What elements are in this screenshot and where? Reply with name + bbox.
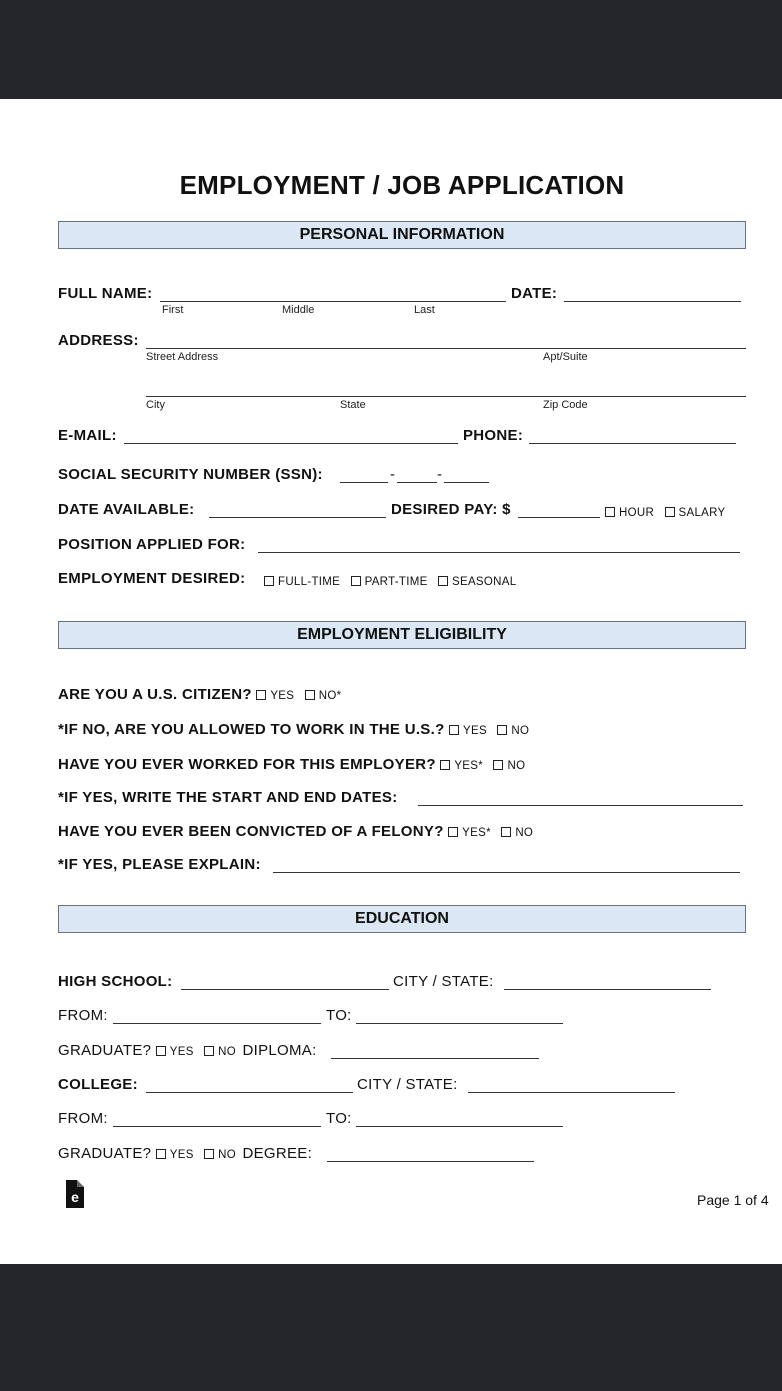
allowed-to-work-label: *IF NO, ARE YOU ALLOWED TO WORK IN THE U.S.? [58,721,445,738]
allowed-no-checkbox[interactable] [497,725,507,735]
worked-no-label: NO [507,760,526,772]
citizen-no-checkbox[interactable] [305,690,315,700]
felony-yes-label: YES* [462,827,491,839]
explain-label: *IF YES, PLEASE EXPLAIN: [58,856,261,873]
hs-city-state-label: CITY / STATE: [393,973,494,990]
seasonal-label: SEASONAL [452,576,517,588]
apt-suite-sublabel: Apt/Suite [543,351,588,363]
high-school-label: HIGH SCHOOL: [58,973,173,990]
citizen-yes-label: YES [270,690,295,702]
email-label: E-MAIL: [58,427,117,444]
felony-question [58,823,539,840]
date-available-label: DATE AVAILABLE: [58,501,195,518]
address-label: ADDRESS: [58,332,139,349]
seasonal-checkbox[interactable] [438,576,448,586]
hs-graduate-no-checkbox[interactable] [204,1046,214,1056]
hour-checkbox[interactable] [605,507,615,517]
hs-to-label: TO: [326,1007,352,1024]
allowed-yes-checkbox[interactable] [449,725,459,735]
state-sublabel: State [340,399,366,411]
phone-field[interactable] [529,443,736,444]
hs-graduate-yes-label: YES [169,1046,194,1058]
last-sublabel: Last [414,304,435,316]
full-name-field[interactable] [160,301,506,302]
dates-field[interactable] [418,805,743,806]
explain-field[interactable] [273,872,740,873]
college-graduate-no-label: NO [218,1149,236,1161]
worked-yes-label: YES* [454,760,484,772]
degree-field[interactable] [327,1161,534,1162]
college-graduate-no-checkbox[interactable] [204,1149,214,1159]
section-personal-information: PERSONAL INFORMATION [58,221,746,249]
desired-pay-label: DESIRED PAY: $ [391,501,511,518]
college-from-label: FROM: [58,1110,108,1127]
date-label: DATE: [511,285,558,302]
college-graduate-yes-checkbox[interactable] [156,1149,166,1159]
ssn-field-1[interactable] [340,482,388,483]
salary-option-label: SALARY [678,507,726,519]
position-field[interactable] [258,552,740,553]
first-sublabel: First [162,304,184,316]
position-label: POSITION APPLIED FOR: [58,536,246,553]
employment-desired-options [264,572,522,590]
form-title: EMPLOYMENT / JOB APPLICATION [179,170,625,200]
date-available-field[interactable] [209,517,386,518]
ssn-dash-1: - [390,466,396,483]
college-to-field[interactable] [356,1126,563,1127]
desired-pay-field[interactable] [518,517,600,518]
degree-label: DEGREE: [242,1145,313,1162]
eforms-logo-icon [64,1180,84,1208]
hs-graduate-label: GRADUATE? [58,1042,152,1059]
date-field[interactable] [564,301,741,302]
diploma-label: DIPLOMA: [242,1042,317,1059]
ssn-field-2[interactable] [397,482,437,483]
city-state-zip-field[interactable] [146,396,746,397]
employment-desired-label: EMPLOYMENT DESIRED: [58,570,246,587]
citizen-no-label: NO* [318,690,342,702]
middle-sublabel: Middle [282,304,315,316]
bottom-dark-bar [0,1264,782,1391]
hs-to-field[interactable] [356,1023,563,1024]
phone-label: PHONE: [463,427,524,444]
street-address-field[interactable] [146,348,746,349]
citizen-label: ARE YOU A U.S. CITIZEN? [58,686,252,703]
hs-city-state-field[interactable] [504,989,711,990]
section-education: EDUCATION [58,905,746,933]
top-dark-bar [0,0,782,99]
street-address-sublabel: Street Address [146,351,219,363]
pay-type-options [605,503,732,521]
college-field[interactable] [146,1092,353,1093]
document-page [0,99,782,1264]
citizen-yes-checkbox[interactable] [256,690,266,700]
hour-option-label: HOUR [619,507,655,519]
worked-before-question [58,756,531,773]
page-number: Page 1 of 4 [697,1192,769,1208]
citizen-question [58,686,347,703]
felony-yes-checkbox[interactable] [448,827,458,837]
hs-graduate-row [58,1042,317,1059]
college-from-field[interactable] [113,1126,321,1127]
full-name-label: FULL NAME: [58,285,153,302]
diploma-field[interactable] [331,1058,539,1059]
full-time-checkbox[interactable] [264,576,274,586]
college-graduate-yes-label: YES [169,1149,194,1161]
worked-yes-checkbox[interactable] [440,760,450,770]
dates-label: *IF YES, WRITE THE START AND END DATES: [58,789,398,806]
hs-graduate-no-label: NO [218,1046,236,1058]
hs-graduate-yes-checkbox[interactable] [156,1046,166,1056]
zip-sublabel: Zip Code [543,399,588,411]
college-city-state-field[interactable] [468,1092,675,1093]
high-school-field[interactable] [181,989,389,990]
college-label: COLLEGE: [58,1076,138,1093]
hs-from-field[interactable] [113,1023,321,1024]
felony-no-label: NO [515,827,534,839]
college-graduate-row [58,1145,312,1162]
allowed-no-label: NO [511,725,530,737]
email-field[interactable] [124,443,458,444]
felony-label: HAVE YOU EVER BEEN CONVICTED OF A FELONY? [58,823,444,840]
part-time-label: PART-TIME [364,576,428,588]
allowed-yes-label: YES [463,725,487,737]
part-time-checkbox[interactable] [351,576,361,586]
ssn-label: SOCIAL SECURITY NUMBER (SSN): [58,466,323,483]
hs-from-label: FROM: [58,1007,108,1024]
section-employment-eligibility: EMPLOYMENT ELIGIBILITY [58,621,746,649]
city-sublabel: City [146,399,165,411]
college-city-state-label: CITY / STATE: [357,1076,458,1093]
college-graduate-label: GRADUATE? [58,1145,152,1162]
full-time-label: FULL-TIME [278,576,341,588]
college-to-label: TO: [326,1110,352,1127]
svg-text:e: e [71,1189,79,1205]
allowed-to-work-question [58,721,535,738]
worked-before-label: HAVE YOU EVER WORKED FOR THIS EMPLOYER? [58,756,436,773]
worked-no-checkbox[interactable] [493,760,503,770]
ssn-dash-2: - [437,466,443,483]
salary-checkbox[interactable] [665,507,675,517]
felony-no-checkbox[interactable] [501,827,511,837]
ssn-field-3[interactable] [444,482,489,483]
